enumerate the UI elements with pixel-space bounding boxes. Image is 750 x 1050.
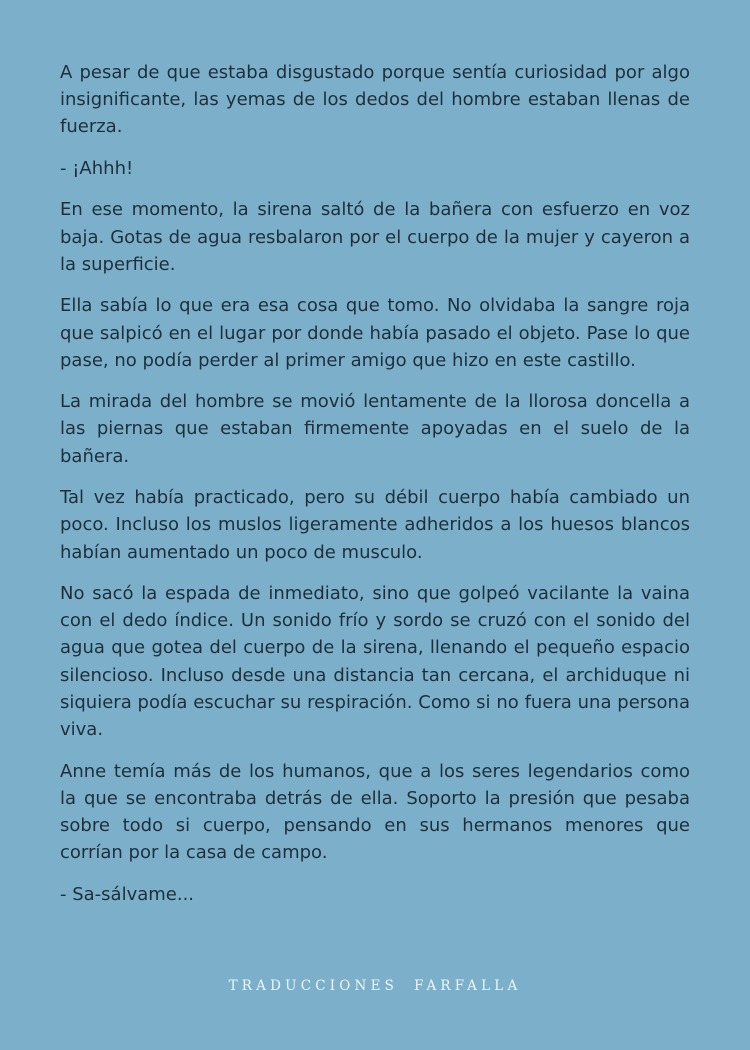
paragraph-2: - ¡Ahhh! [60,157,134,179]
footer-word-traducciones: TRADUCCIONES [228,978,399,994]
footer-credit [0,978,750,994]
document-body [60,59,690,922]
paragraph-1: A pesar de que estaba disgustado porque sentía curiosidad por algo insignificante, las yemas de los dedos del hombre estaban llenas de fuerza. [60,62,690,138]
paragraph-6: Tal vez había practicado, pero su débil cuerpo había cambiado un poco. Incluso los muslos ligeramente adheridos a los huesos blancos habían aumentado un poco de musculo. [60,487,690,563]
footer-word-farfalla: FARFALLA [414,978,522,994]
paragraph-7: No sacó la espada de inmediato, sino que golpeó vacilante la vaina con el dedo índice. Un sonido frío y sordo se cruzó con el sonido del agua que gotea del cuerpo de la sirena, llenando el pequeño espacio silencioso. Incluso desde una distancia tan cercana, el archiduque ni siquiera podía escuchar su respiración. Como si no fuera una persona viva. [60,583,690,741]
paragraph-8: Anne temía más de los humanos, que a los seres legendarios como la que se encontraba detrás de ella. Soporto la presión que pesaba sobre todo si cuerpo, pensando en sus hermanos menores que corrían por la casa de campo. [60,760,690,864]
paragraph-9: - Sa-sálvame... [60,883,195,905]
paragraph-3: En ese momento, la sirena saltó de la bañera con esfuerzo en voz baja. Gotas de agua resbalaron por el cuerpo de la mujer y cayeron a la superficie. [60,199,690,275]
paragraph-5: La mirada del hombre se movió lentamente de la llorosa doncella a las piernas que estaban firmemente apoyadas en el suelo de la bañera. [60,391,690,467]
paragraph-4: Ella sabía lo que era esa cosa que tomo. No olvidaba la sangre roja que salpicó en el lugar por donde había pasado el objeto. Pase lo que pase, no podía perder al primer amigo que hizo en este castillo. [60,295,690,371]
